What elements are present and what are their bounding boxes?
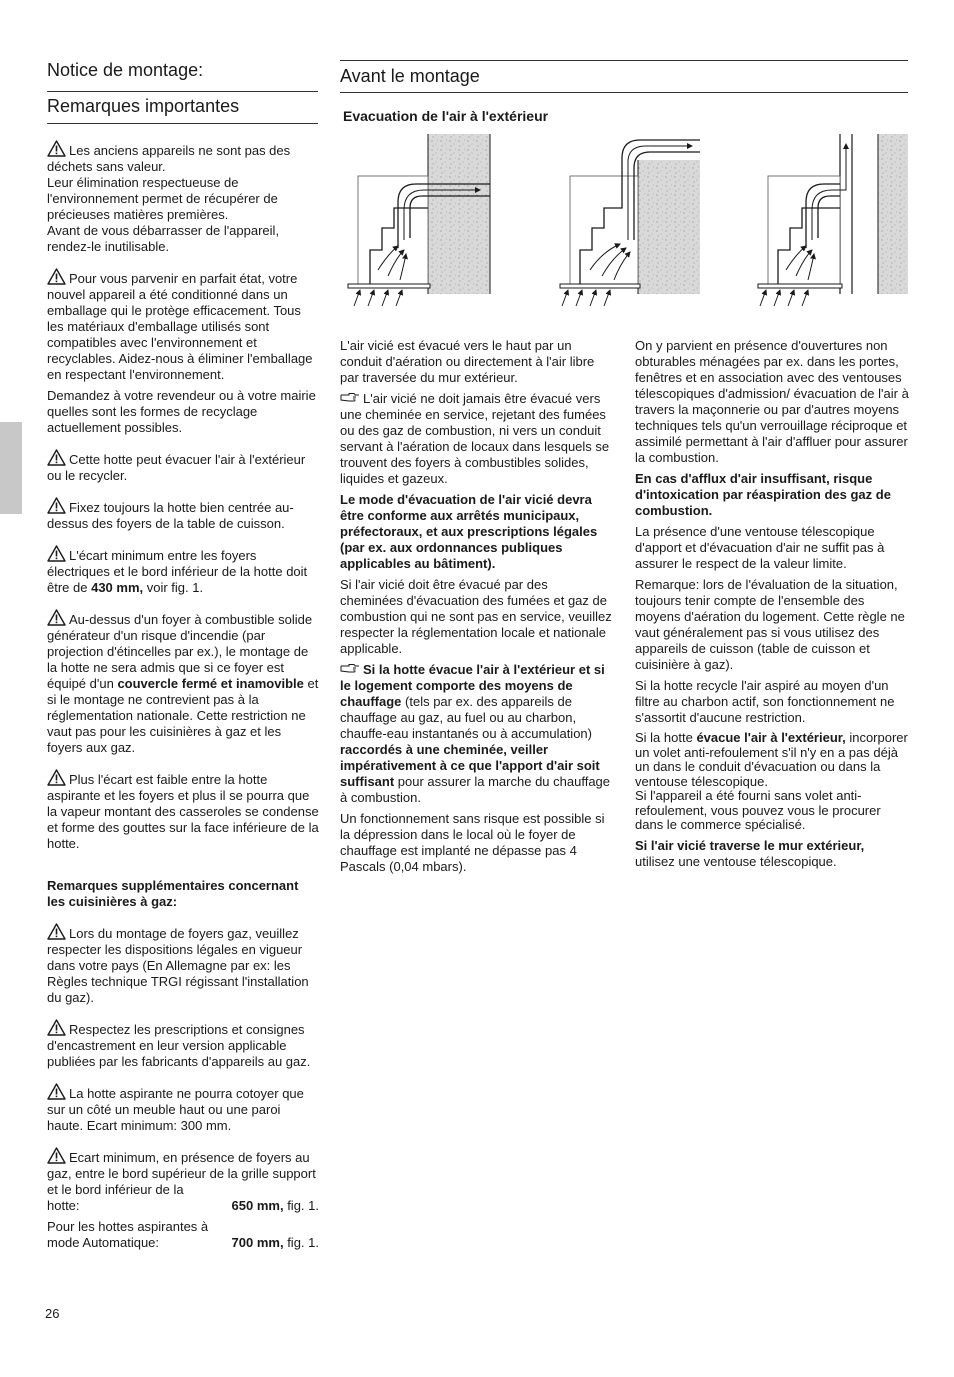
warning-icon bbox=[47, 497, 66, 514]
text-bold: raccordés à une cheminée, veiller impérativement à ce que l'apport d'air soit suffisant bbox=[340, 742, 600, 789]
fig-ref: fig. 1. bbox=[283, 1198, 319, 1213]
text: Fixez toujours la hotte bien centrée au-dessus des foyers de la table de cuisson. bbox=[47, 500, 294, 531]
text-bold: couvercle fermé et inamovible bbox=[117, 676, 304, 691]
paragraph-inactive-chimneys: Si l'air vicié doit être évacué par des cheminées d'évacuation des fumées et gaz de combustion qui ne sont pas en service, veuillez respecter la réglementation locale et nationale applicable. bbox=[340, 577, 612, 656]
warning-icon bbox=[47, 545, 66, 562]
pointing-hand-icon bbox=[340, 662, 360, 674]
warning-gas-side bbox=[47, 1083, 319, 1134]
warning-icon bbox=[47, 769, 66, 786]
text: Ecart minimum, en présence de foyers au gaz, entre le bord supérieur de la grille support et le bord inférieur de la bbox=[47, 1150, 316, 1197]
distance-row-700 bbox=[47, 1235, 319, 1251]
diagram-2 bbox=[560, 140, 700, 306]
text: Lors du montage de foyers gaz, veuillez respecter les dispositions légales en vigueur dans votre pays (En Allemagne par ex: les Règles technique TRGI régissant l'installation du gaz). bbox=[47, 926, 309, 1005]
paragraph-intoxication: En cas d'afflux d'air insuffisant, risque d'intoxication par réaspiration des gaz de combustion. bbox=[635, 471, 891, 518]
subheading-evacuation: Evacuation de l'air à l'extérieur bbox=[343, 108, 549, 124]
text: L'écart minimum entre les foyers électriques et le bord inférieur de la hotte doit être de bbox=[47, 548, 308, 595]
warning-packaging bbox=[47, 268, 319, 383]
paragraph-heating bbox=[340, 662, 614, 806]
paragraph-regulations: Le mode d'évacuation de l'air vicié devra être conforme aux arrêtés municipaux, préfectoraux, et aux prescriptions légales (par ex. aux ordonnances publiques applicables au bâtiment). bbox=[340, 492, 598, 571]
paragraph-never-chimney bbox=[340, 391, 614, 487]
warning-icon bbox=[47, 268, 66, 285]
warning-icon bbox=[47, 923, 66, 940]
text: (tels par ex. des appareils de chauffage au gaz, au fuel ou au charbon, chauffe-eau instantanés ou à accumulation) bbox=[340, 694, 592, 741]
paragraph-openings: On y parvient en présence d'ouvertures non obturables ménagées par ex. dans les portes, fenêtres et en association avec des ventouses télescopiques d'admission/ évacuation de l'air à travers la maçonnerie ou par d'autres moyens techniques tels qu'un verrouillage réciproque et assimilé permettant à l'air d'affluer pour assurer la combustion. bbox=[635, 338, 909, 465]
text: Cette hotte peut évacuer l'air à l'extérieur ou le recycler. bbox=[47, 452, 306, 483]
text: La hotte aspirante ne pourra cotoyer que sur un côté un meuble haut ou une paroi haute. Ecart minimum: 300 mm. bbox=[47, 1086, 304, 1133]
middle-column bbox=[340, 338, 614, 875]
warning-icon bbox=[47, 140, 66, 157]
text: voir fig. 1. bbox=[143, 580, 204, 595]
title-avant-le-montage: Avant le montage bbox=[340, 66, 480, 86]
paragraph-pascals: Un fonctionnement sans risque est possible si la dépression dans le local où le foyer de chauffage est implanté ne dépasse pas 4 Pascals (0,04 mbars). bbox=[340, 811, 605, 874]
warning-old-appliances bbox=[47, 140, 319, 255]
paragraph-recirculation: Si la hotte recycle l'air aspiré au moyen d'un filtre au charbon actif, son fonctionnement ne s'assortit d'aucune restriction. bbox=[635, 678, 895, 725]
text-bold: 430 mm, bbox=[91, 580, 144, 595]
rule-left-top bbox=[47, 91, 318, 92]
text: Si l'appareil a été fourni sans volet anti-refoulement, vous pouvez vous le procurer dans le commerce spécialisé. bbox=[635, 788, 881, 832]
warning-condensation bbox=[47, 769, 319, 852]
paragraph-evacuation: L'air vicié est évacué vers le haut par un conduit d'aération ou directement à l'air libre par traversée du mur extérieur. bbox=[340, 338, 595, 385]
pointing-hand-icon bbox=[340, 391, 360, 403]
left-column bbox=[47, 140, 319, 1251]
value: 650 mm, bbox=[231, 1198, 284, 1213]
text: Avant de vous débarrasser de l'appareil, rendez-le inutilisable. bbox=[47, 223, 280, 254]
paragraph-remark: Remarque: lors de l'évaluation de la situation, toujours tenir compte de l'ensemble des moyens d'aération du logement. Cette règle ne vaut généralement pas si vous utilisez des appareils de cuisson (table de cuisson et cuisinière à gaz). bbox=[635, 577, 905, 672]
rule-right-bottom bbox=[340, 92, 908, 93]
distance-row-650 bbox=[47, 1198, 319, 1214]
value: 700 mm, bbox=[231, 1235, 284, 1250]
text-bold: Si l'air vicié traverse le mur extérieur, bbox=[635, 837, 865, 853]
label: mode Automatique: bbox=[47, 1235, 160, 1250]
diagram-3 bbox=[758, 134, 908, 306]
gas-heading: Remarques supplémentaires concernant les cuisinières à gaz: bbox=[47, 878, 299, 909]
text: Si la hotte bbox=[635, 730, 697, 745]
paragraph-telescopic: La présence d'une ventouse télescopique d'apport et d'évacuation d'air ne suffit pas à assurer le respect de la valeur limite. bbox=[635, 524, 885, 571]
rule-left-bottom bbox=[47, 123, 318, 124]
warning-gas-distance bbox=[47, 1147, 319, 1214]
warning-icon bbox=[47, 1147, 66, 1164]
title-notice-de-montage: Notice de montage: bbox=[47, 60, 204, 80]
paragraph-outer-wall bbox=[635, 838, 909, 870]
text: Pour vous parvenir en parfait état, votre nouvel appareil a été conditionné dans un emballage qui le protège efficacement. Tous les matériaux d'emballage utilisés sont compatibles avec l'environnement et recyclables. Aidez-nous à éliminer l'emballage en respectant l'environnement. bbox=[47, 271, 313, 382]
text-bold: Si la hotte évacue l'air à l'extérieur et si le logement comporte des moyens de chauffage bbox=[340, 662, 605, 709]
automatic-distance bbox=[47, 1219, 319, 1251]
text: Leur élimination respectueuse de l'environnement permet de récupérer de précieuses matières premières. bbox=[47, 175, 278, 222]
paragraph-recycling: Demandez à votre revendeur ou à votre mairie quelles sont les formes de recyclage actuellement possibles. bbox=[47, 388, 316, 435]
right-column bbox=[635, 338, 909, 870]
label: hotte: bbox=[47, 1198, 80, 1213]
warning-icon bbox=[47, 449, 66, 466]
warning-centered bbox=[47, 497, 319, 532]
warning-icon bbox=[47, 1019, 66, 1036]
text: incorporer un volet anti-refoulement s'il n'y en a pas déjà un dans le conduit d'évacuation ou dans la ventouse télescopique. bbox=[635, 730, 908, 789]
warning-icon bbox=[47, 1083, 66, 1100]
text: Pour les hottes aspirantes à bbox=[47, 1219, 209, 1234]
warning-min-distance bbox=[47, 545, 319, 596]
evacuation-diagrams bbox=[340, 130, 908, 326]
warning-evacuate bbox=[47, 449, 319, 484]
text: pour assurer la marche du chauffage à combustion. bbox=[340, 774, 611, 805]
side-tab-marker bbox=[0, 422, 22, 514]
page-number: 26 bbox=[45, 1306, 60, 1321]
text: et si le montage ne contrevient pas à la réglementation nationale. Cette restriction ne vaut pas pour les cuisinières à gaz et les foyers aux gaz. bbox=[47, 676, 319, 755]
text-bold: évacue l'air à l'extérieur, bbox=[696, 730, 846, 745]
fig-ref: fig. 1. bbox=[283, 1235, 319, 1250]
text: L'air vicié ne doit jamais être évacué vers une cheminée en service, rejetant des fumées ou des gaz de combustion, ni vers un conduit servant à l'aération de locaux dans lesquels se trouvent des foyers à combustibles solides, liquides et gazeux. bbox=[340, 391, 610, 486]
warning-icon bbox=[47, 609, 66, 626]
warning-gas-prescriptions bbox=[47, 1019, 319, 1070]
text: Les anciens appareils ne sont pas des déchets sans valeur. bbox=[47, 143, 291, 174]
rule-right-top bbox=[340, 60, 908, 61]
paragraph-check-valve bbox=[635, 731, 909, 833]
text: utilisez une ventouse télescopique. bbox=[635, 853, 837, 869]
text: Au-dessus d'un foyer à combustible solide générateur d'un risque d'incendie (par projection d'étincelles par ex.), le montage de la hotte ne sera admis que si ce foyer est équipé d'un bbox=[47, 612, 313, 691]
text: Respectez les prescriptions et consignes d'encastrement en leur version applicable publiées par les fabricants d'appareils au gaz. bbox=[47, 1022, 311, 1069]
diagram-1 bbox=[348, 134, 490, 306]
text: Plus l'écart est faible entre la hotte aspirante et les foyers et plus il se pourra que la vapeur montant des casseroles se condense et forme des gouttes sur la face inférieure de la hotte. bbox=[47, 772, 319, 851]
warning-gas-legal bbox=[47, 923, 319, 1006]
title-remarques-importantes: Remarques importantes bbox=[47, 96, 240, 116]
warning-solid-fuel bbox=[47, 609, 319, 756]
